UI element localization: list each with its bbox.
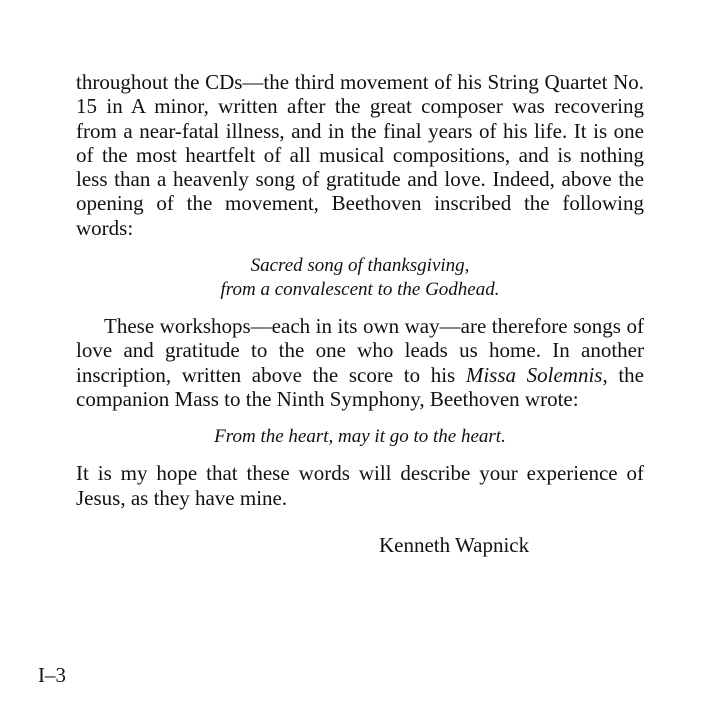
paragraph-workshops-text: These workshops—each in its own way—are therefore songs of love and gratitude to the one who leads us home. In another inscription, written above the score to his [76,314,644,387]
paragraph-workshops-text-end: , the companion Mass to the Ninth Symphony, Beethoven wrote: [76,362,644,411]
inscription-line-2: from a convalescent to the Godhead. [220,279,500,301]
inscription-quote [76,254,644,302]
inscription-line-1: Sacred song of thanksgiving, [250,255,470,277]
author-signature: Kenneth Wapnick [379,532,530,557]
heart-quote: From the heart, may it go to the heart. [214,426,506,448]
page-number: I–3 [38,663,66,687]
page-body [76,70,644,557]
paragraph-workshops [76,314,644,411]
paragraph-hope: It is my hope that these words will describe your experience of Jesus, as they have mine. [76,461,644,510]
missa-solemnis-title: Missa Solemnis [465,362,603,387]
paragraph-beethoven-quartet: throughout the CDs—the third movement of his String Quartet No. 15 in A minor, written after the great composer was recovering from a near-fatal illness, and in the final years of his life. It is one of the most heartfelt of all musical compositions, and is nothing less than a heavenly song of gratitude and love. Indeed, above the opening of the movement, Beethoven inscribed the following words: [76,70,644,240]
